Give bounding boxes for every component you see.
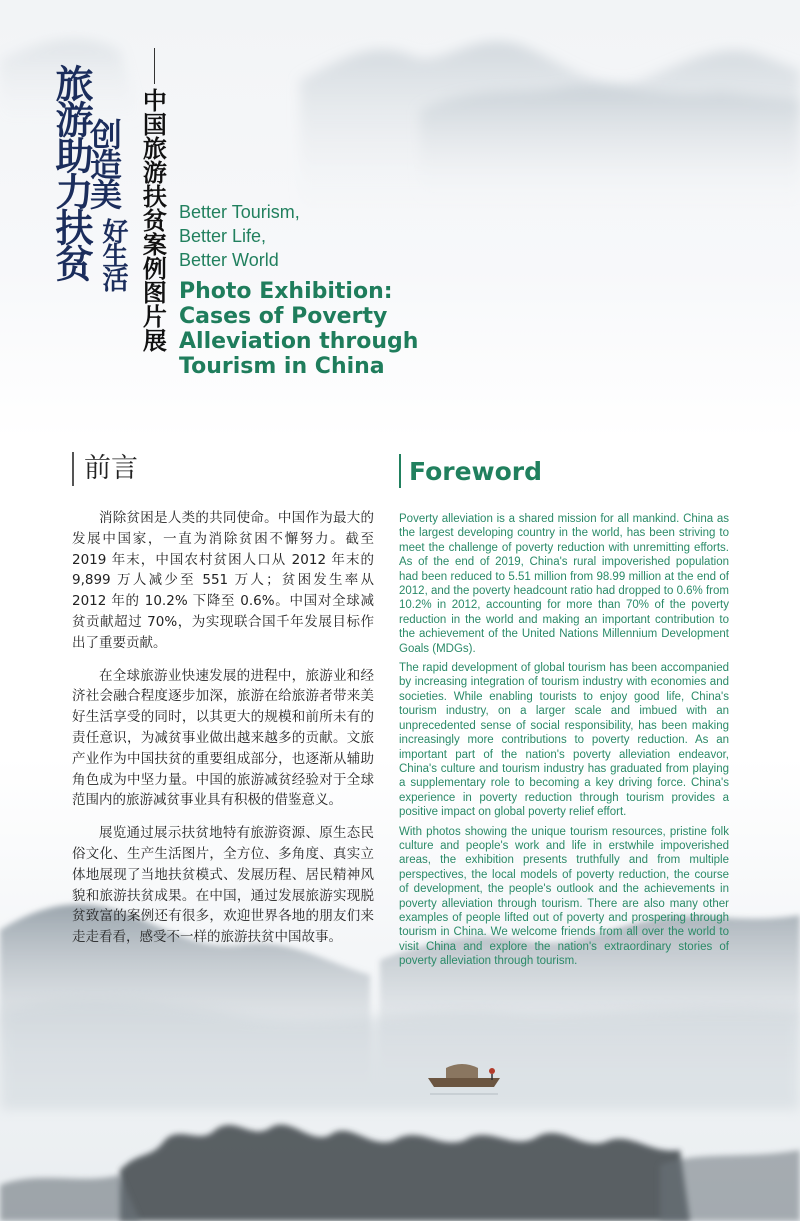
paragraph-en: The rapid development of global tourism has been accompanied by increasing integration of tourism industry with economies and societies. While enabling tourists to enjoy good life, China's tourism industry, on a larger scale and imbued with an unprecedented sense of social responsibility, has been making increasingly more contributions to poverty reduction. As an important part of the nation's poverty alleviation endeavor, China's culture and tourism industry has graduated from playing a supplementary role to becoming a key driving force. China's experience in poverty reduction through tourism provides a positive impact on global poverty relief effort. (399, 662, 729, 819)
paragraph-en: With photos showing the unique tourism resources, pristine folk culture and people's work and life in erstwhile impoverished areas, the exhibition presents truthfully and from multiple perspectives, the local models of poverty reduction, the course of development, the people's outlook and the achievements in poverty alleviation through tourism. There are also many other examples of people lifted out of poverty and prospering through tourism in China. We welcome friends from all over the world to visit China and explore the nation's extraordinary stories of poverty alleviation through tourism. (399, 825, 729, 968)
slogan-line: Better Life, (179, 226, 267, 246)
slogan (179, 200, 300, 272)
paragraph-zh: 在全球旅游业快速发展的进程中，旅游业和经济社会融合程度逐步加深，旅游在给旅游者带来美好生活享受的同时，以其更大的规模和前所未有的责任意识，为减贫事业做出越来越多的贡献。文旅产业作为中国扶贫的重要组成部分，也逐渐从辅助角色成为中坚力量。中国的旅游减贫经验对于全球范围内的旅游减贫事业具有积极的借鉴意义。 (72, 667, 374, 809)
foreword-heading-zh: 前言 (72, 452, 138, 486)
foreword-body-en (399, 512, 729, 974)
exhibition-title-line: Cases of Poverty (179, 304, 388, 329)
title-divider (154, 48, 155, 84)
bottom-trees (120, 1125, 690, 1221)
paragraph-zh: 展览通过展示扶贫地特有旅游资源、原生态民俗文化、生产生活图片，全方位、多角度、真实立体地展现了当地扶贫模式、发展历程、居民精神风貌和旅游扶贫成果。在中国，通过发展旅游实现脱贫致富的案例还有很多，欢迎世界各地的朋友们来走走看看，感受不一样的旅游扶贫中国故事。 (72, 825, 374, 946)
exhibition-title-line: Photo Exhibition: (179, 279, 393, 304)
calligraphy-column-3: 好生活 (98, 218, 128, 290)
calligraphy-column-2: 创造美 (85, 118, 123, 208)
calligraphy-column-1: 旅游助力扶贫 (49, 64, 94, 280)
exhibition-title (179, 279, 418, 379)
paragraph-zh: 消除贫困是人类的共同使命。中国作为最大的发展中国家，一直为消除贫困不懈努力。截至 2019 年末，中国农村贫困人口从 2012 年末的 9,899 万人减少至 551 万人；贫困发生率从 2012 年的 10.2% 下降至 0.6%。中国对全球减贫贡献超过 70%，为实现联合国千年发展目标作出了重要贡献。 (72, 510, 374, 651)
foreword-heading-en: Foreword (399, 454, 542, 488)
slogan-line: Better World (179, 250, 279, 270)
slogan-line: Better Tourism, (179, 202, 300, 222)
exhibition-title-line: Alleviation through (179, 329, 419, 354)
exhibition-title-line: Tourism in China (179, 354, 385, 379)
vertical-chinese-title: 中国旅游扶贫案例图片展 (138, 88, 167, 352)
foreword-body-zh (72, 508, 374, 960)
paragraph-en: Poverty alleviation is a shared mission for all mankind. China as the largest developing country in the world, has been striving to meet the challenge of poverty reduction with unremitting efforts. As of the end of 2019, China's rural impoverished population had been reduced to 5.51 million from 98.99 million at the end of 2012, and the poverty headcount ratio had dropped to 0.6% from 10.2% in 2012, accounting for more than 70% of the poverty reduction in the world and making an important contribution to the achievement of the United Nations Millennium Development Goals (MDGs). (399, 513, 729, 655)
